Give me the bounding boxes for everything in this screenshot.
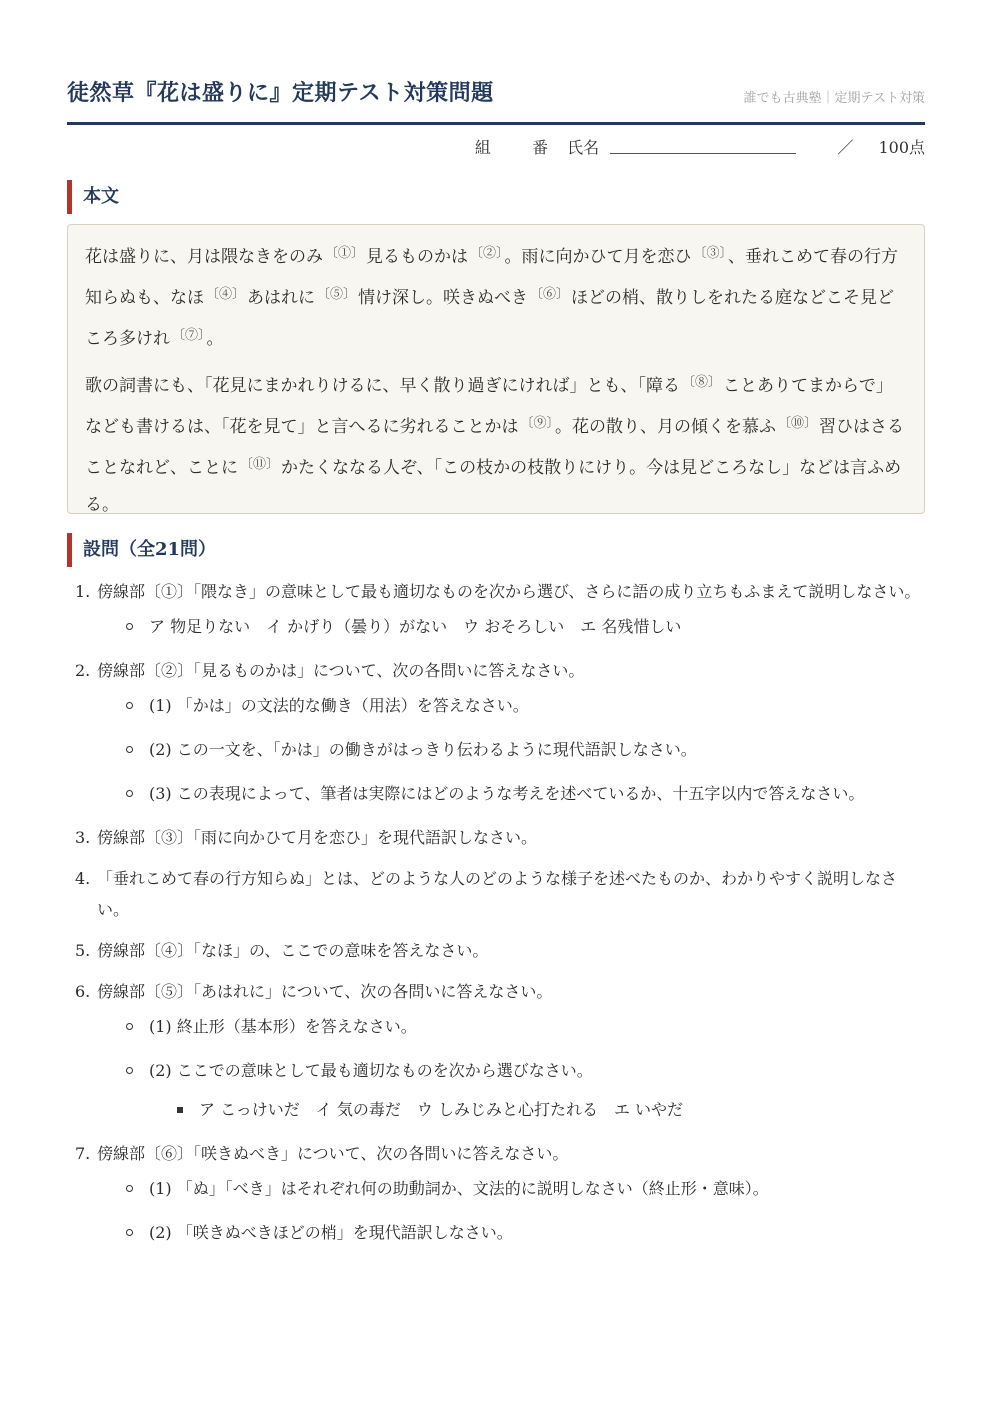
text-segment: 花は盛りに、月は隈なきをのみ [85, 247, 323, 267]
sub-item [97, 1055, 925, 1125]
sub-item-text: (2) 「咲きぬべきほどの梢」を現代語訳しなさい。 [149, 1223, 513, 1242]
circle-bullet-icon [126, 1067, 133, 1074]
sub-item-text: (2) この一文を、「かは」の働きがはっきり伝わるように現代語訳しなさい。 [149, 740, 697, 759]
marker-8: 〔⑧〕 [682, 375, 722, 390]
number-label: 番 [532, 138, 549, 157]
circle-bullet-icon [126, 623, 133, 630]
text-segment: 。雨に向かひて月を恋ひ [504, 247, 692, 267]
marker-11: 〔⑪〕 [240, 457, 280, 472]
original-text-box [67, 224, 925, 514]
text-segment: かたくななる人ぞ、「この枝かの枝散りにけり。今は見どころなし」などは言ふめる。 [85, 458, 902, 515]
marker-5: 〔⑤〕 [317, 287, 357, 302]
sub-item [97, 734, 925, 765]
marker-2: 〔②〕 [470, 246, 503, 261]
text-segment: ほどの梢、散りしをれたる庭などこそ見どころ多けれ [85, 288, 895, 349]
square-bullet-icon [177, 1107, 183, 1113]
circle-bullet-icon [126, 702, 133, 709]
question-number: 7. [75, 1144, 91, 1163]
text-segment: ことありてまからで」なども書けるは、「花を見て」と言へるに劣れることかは [85, 376, 893, 437]
question-number: 1. [75, 582, 91, 601]
sub-item-text: (1) 「ぬ」「べき」はそれぞれ何の助動詞か、文法的に説明しなさい（終止形・意味）。 [149, 1179, 769, 1198]
circle-bullet-icon [126, 1185, 133, 1192]
question-number: 6. [75, 982, 91, 1001]
text-segment: 情け深し。咲きぬべき [358, 288, 529, 308]
question-text: 「垂れこめて春の行方知らぬ」とは、どのような人のどのような様子を述べたものか、わかりやすく説明しなさい。 [97, 869, 898, 919]
site-label: 誰でも古典塾｜定期テスト対策 [743, 91, 925, 106]
marker-1: 〔①〕 [325, 246, 365, 261]
question-number: 3. [75, 828, 91, 847]
marker-7: 〔⑦〕 [172, 328, 205, 343]
marker-10: 〔⑩〕 [778, 416, 818, 431]
question-4 [67, 863, 925, 925]
sub-item-text: (1) 終止形（基本形）を答えなさい。 [149, 1017, 417, 1036]
question-3 [67, 822, 925, 853]
text-paragraph-2 [85, 364, 907, 524]
question-6 [67, 976, 925, 1125]
score-slash: ／ [837, 138, 854, 157]
student-info-line [475, 135, 925, 158]
question-text: 傍線部〔③〕「雨に向かひて月を恋ひ」を現代語訳しなさい。 [97, 828, 538, 847]
text-segment: 。 [206, 329, 224, 349]
question-list [67, 576, 925, 1261]
circle-bullet-icon [126, 746, 133, 753]
text-segment: 見るものかは [366, 247, 469, 267]
marker-3: 〔③〕 [693, 246, 727, 261]
page-header [67, 72, 925, 125]
question-7 [67, 1138, 925, 1248]
sub-item-text: (2) ここでの意味として最も適切なものを次から選びなさい。 [149, 1061, 593, 1080]
section-heading-honbun: 本文 [67, 180, 119, 214]
sub-item-text: ア 物足りない イ かげり（曇り）がない ウ おそろしい エ 名残惜しい [149, 617, 682, 636]
text-segment: 習ひはさることなれど、ことに [85, 417, 905, 478]
text-segment: 、垂れこめて春の行方知らぬも、なほ [85, 247, 899, 308]
question-text: 傍線部〔⑥〕「咲きぬべき」について、次の各問いに答えなさい。 [97, 1144, 569, 1163]
question-number: 4. [75, 869, 91, 888]
circle-bullet-icon [126, 1023, 133, 1030]
marker-9: 〔⑨〕 [520, 416, 554, 431]
text-segment: 歌の詞書にも、「花見にまかれりけるに、早く散り過ぎにければ」とも、「障る [85, 376, 680, 396]
choice-text: ア こっけいだ イ 気の毒だ ウ しみじみと心打たれる エ いやだ [199, 1100, 684, 1119]
page-title: 徒然草『花は盛りに』定期テスト対策問題 [67, 80, 494, 106]
marker-6: 〔⑥〕 [530, 287, 570, 302]
question-text: 傍線部〔①〕「隈なき」の意味として最も適切なものを次から選び、さらに語の成り立ちもふまえて説明しなさい。 [97, 582, 921, 601]
question-1 [67, 576, 925, 642]
sub-item [97, 690, 925, 721]
sub-item [97, 1173, 925, 1204]
question-text: 傍線部〔⑤〕「あはれに」について、次の各問いに答えなさい。 [97, 982, 553, 1001]
section-heading-questions: 設問（全21問） [67, 533, 216, 567]
marker-4: 〔④〕 [206, 287, 246, 302]
name-label: 氏名 [567, 138, 600, 157]
class-label: 組 [474, 138, 491, 157]
text-segment: 。花の散り、月の傾くを慕ふ [555, 417, 777, 437]
sub-item-text: (1) 「かは」の文法的な働き（用法）を答えなさい。 [149, 696, 529, 715]
question-number: 2. [75, 661, 91, 680]
question-2 [67, 655, 925, 809]
question-number: 5. [75, 941, 91, 960]
sub-item [97, 1217, 925, 1248]
sub-item-text: (3) この表現によって、筆者は実際にはどのような考えを述べているか、十五字以内で答えなさい。 [149, 784, 865, 803]
choice-list [97, 1094, 925, 1125]
name-blank-line [610, 139, 796, 154]
text-paragraph-1 [85, 235, 907, 358]
text-segment: あはれに [247, 288, 316, 308]
question-5 [67, 935, 925, 966]
sub-item [97, 1011, 925, 1042]
sub-item [97, 778, 925, 809]
sub-item [97, 611, 925, 642]
circle-bullet-icon [126, 790, 133, 797]
circle-bullet-icon [126, 1229, 133, 1236]
question-text: 傍線部〔②〕「見るものかは」について、次の各問いに答えなさい。 [97, 661, 585, 680]
question-text: 傍線部〔④〕「なほ」の、ここでの意味を答えなさい。 [97, 941, 489, 960]
total-score: 100点 [878, 138, 925, 157]
